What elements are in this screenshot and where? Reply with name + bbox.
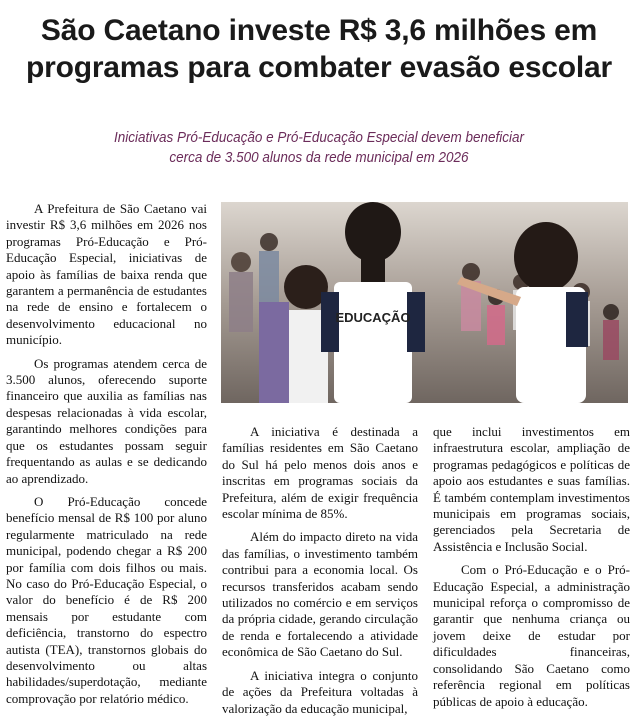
paragraph: A Prefeitura de São Caetano vai investir R$ 3,6 milhões em 2026 nos programas Pró-Educação e Pró-Educação Especial, iniciativas de apoio às famílias de baixa renda que garantem a permanência de estudantes na rede de ensino e fortalecem o desenvolvimento educacional no município. xyxy=(6,201,207,348)
article-column-3 xyxy=(433,424,630,717)
subheadline-line-2: cerca de 3.500 alunos da rede municipal em 2026 xyxy=(169,150,469,166)
paragraph: Além do impacto direto na vida das famílias, o investimento também contribui para a economia local. Os recursos transferidos acabam sendo utilizados no comércio e em serviços da própria cidade, gerando circulação de renda e fortalecendo a atividade econômica de São Caetano do Sul. xyxy=(222,529,418,660)
article-column-2 xyxy=(222,424,418,724)
paragraph: Os programas atendem cerca de 3.500 alunos, oferecendo suporte financeiro que auxilia as famílias nas despesas relacionadas à vida escolar, garantindo melhores condições para que os estudantes possam seguir frequentando as aulas e se dedicando ao aprendizado. xyxy=(6,355,207,486)
paragraph: A iniciativa integra o conjunto de ações da Prefeitura voltadas à valorização da educação municipal, xyxy=(222,667,418,716)
subheadline xyxy=(78,128,560,168)
paragraph-continuation: que inclui investimentos em infraestrutura escolar, ampliação de programas pedagógicos e políticas de apoio aos estudantes e suas famílias. É também contemplam investimentos municipais em programas sociais, gerenciados pela Secretaria de Assistência e Inclusão Social. xyxy=(433,424,630,554)
photo-illustration xyxy=(221,202,628,403)
headline xyxy=(0,12,638,86)
headline-line-1: São Caetano investe R$ 3,6 milhões em xyxy=(40,14,598,47)
shirt-text: EDUCAÇÃO xyxy=(335,310,411,325)
subheadline-line-1: Iniciativas Pró-Educação e Pró-Educação Especial devem beneficiar xyxy=(113,130,525,146)
paragraph: A iniciativa é destinada a famílias residentes em São Caetano do Sul há pelo menos dois anos e inscritas em programas sociais da Prefeitura, além de exigir frequência escolar mínima de 85%. xyxy=(222,424,418,522)
headline-line-2: programas para combater evasão escolar xyxy=(25,51,613,84)
paragraph: Com o Pró-Educação e o Pró-Educação Especial, a administração municipal reforça o compromisso de garantir que nenhuma criança ou jovem deixe de estudar por dificuldades financeiras, consolidando São Caetano como referência regional em políticas públicas de apoio à educação. xyxy=(433,562,630,709)
article-column-1 xyxy=(6,201,207,714)
paragraph: O Pró-Educação concede benefício mensal de R$ 100 por aluno regularmente matriculado na rede municipal, podendo chegar a R$ 200 por família com dois filhos ou mais. No caso do Pró-Educação Especial, o valor do benefício é de R$ 200 mensais por estudante com deficiência, transtorno do espectro autista (TEA), transtornos globais do desenvolvimento ou altas habilidades/superdotação, mediante comprovação por relatório médico. xyxy=(6,493,207,706)
article-photo xyxy=(221,202,628,403)
